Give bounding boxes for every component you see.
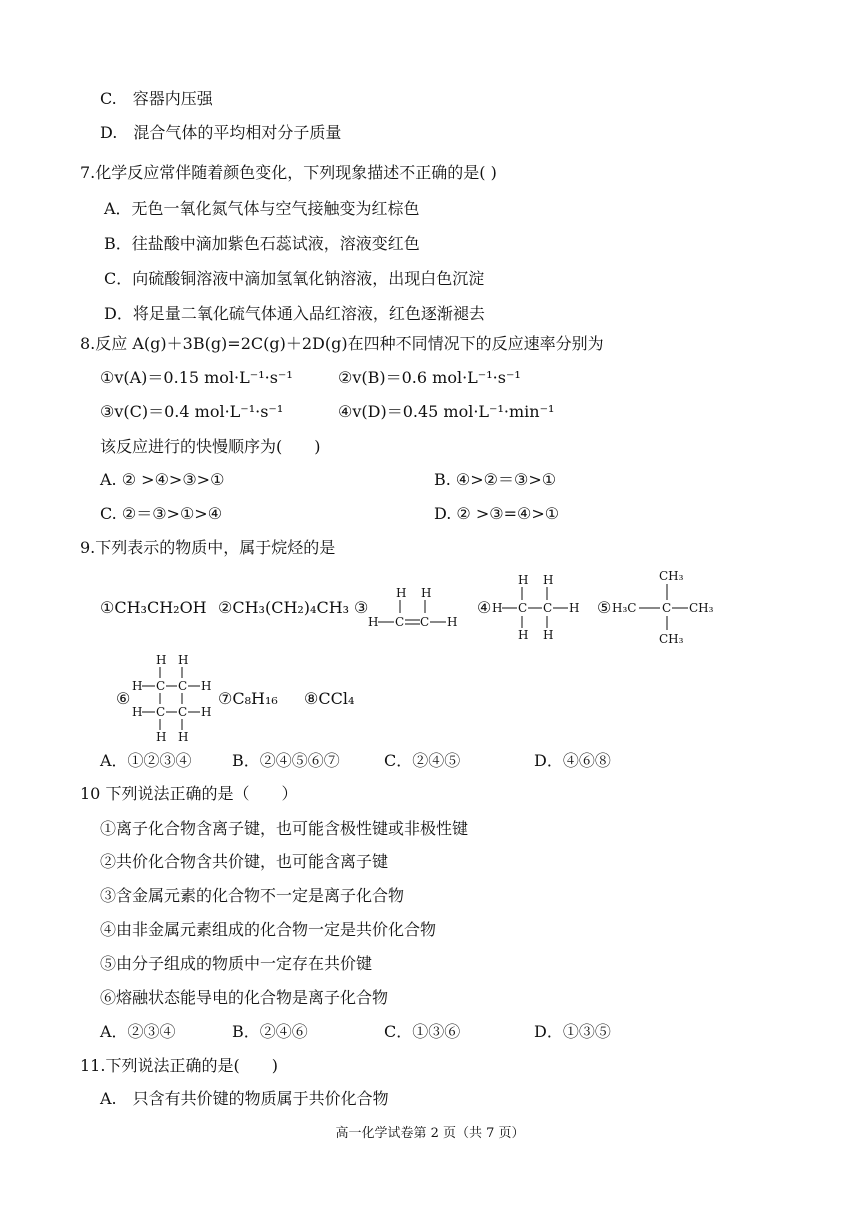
q8-option-d: D. ② >③=④>① xyxy=(434,504,560,523)
q6-option-c: C. 容器内压强 xyxy=(100,89,213,108)
q10-option-d: D．①③⑤ xyxy=(534,1022,611,1041)
q7-option-c: C．向硫酸铜溶液中滴加氢氧化钠溶液，出现白色沉淀 xyxy=(104,269,485,288)
atom-h: H xyxy=(132,705,143,719)
q8-rate-3: ③v(C)＝0.4 mol·L⁻¹·s⁻¹ xyxy=(100,402,284,421)
atom-ch3: CH₃ xyxy=(659,569,684,583)
q8-option-b: B. ④>②＝③>① xyxy=(434,470,557,489)
atom-h: H xyxy=(201,705,212,719)
q9-option-c: C．②④⑤ xyxy=(384,751,461,770)
atom-h: H xyxy=(569,601,580,615)
ethane-structure xyxy=(492,572,582,642)
atom-c: C xyxy=(156,679,166,693)
q6-option-d: D. 混合气体的平均相对分子质量 xyxy=(100,123,342,142)
q10-option-a: A．②③④ xyxy=(100,1022,176,1041)
atom-h: H xyxy=(178,730,189,742)
atom-h: H xyxy=(447,615,458,629)
atom-c: C xyxy=(420,615,430,629)
q8-rate-4: ④v(D)＝0.45 mol·L⁻¹·min⁻¹ xyxy=(338,402,555,421)
q7-option-d: D．将足量二氧化硫气体通入品红溶液，红色逐渐褪去 xyxy=(104,304,485,323)
q9-molecule-4-label: ④ xyxy=(477,598,492,617)
q10-option-c: C．①③⑥ xyxy=(384,1022,461,1041)
q10-statement-1: ①离子化合物含离子键，也可能含极性键或非极性键 xyxy=(100,819,469,838)
q11-stem: 11.下列说法正确的是( ) xyxy=(80,1056,278,1075)
q10-statement-2: ②共价化合物含共价键，也可能含离子键 xyxy=(100,852,389,871)
q7-stem: 7.化学反应常伴随着颜色变化，下列现象描述不正确的是( ) xyxy=(80,163,497,182)
neopentane-structure xyxy=(612,566,724,650)
q8-ask: 该反应进行的快慢顺序为( ) xyxy=(100,437,321,456)
atom-h: H xyxy=(543,628,554,642)
page-footer: 高一化学试卷第 2 页（共 7 页） xyxy=(335,1126,525,1141)
atom-h: H xyxy=(201,679,212,693)
q8-rate-1: ①v(A)＝0.15 mol·L⁻¹·s⁻¹ xyxy=(100,368,293,387)
atom-ch3: CH₃ xyxy=(659,632,684,646)
atom-c: C xyxy=(178,705,188,719)
q10-statement-6: ⑥熔融状态能导电的化合物是离子化合物 xyxy=(100,988,389,1007)
atom-c: C xyxy=(662,601,672,615)
atom-h: H xyxy=(518,628,529,642)
ethylene-structure xyxy=(368,583,462,633)
atom-h: H xyxy=(396,586,407,600)
q8-option-c: C. ②＝③>①>④ xyxy=(100,504,223,523)
q8-option-a: A. ② >④>③>① xyxy=(100,470,225,489)
atom-c: C xyxy=(156,705,166,719)
q9-molecule-5-label: ⑤ xyxy=(597,598,612,617)
structure-6 xyxy=(132,650,216,742)
q8-rate-2: ②v(B)＝0.6 mol·L⁻¹·s⁻¹ xyxy=(338,368,521,387)
q9-molecule-7: ⑦C₈H₁₆ xyxy=(218,689,278,708)
atom-h: H xyxy=(368,615,379,629)
atom-c: C xyxy=(395,615,405,629)
q10-statement-3: ③含金属元素的化合物不一定是离子化合物 xyxy=(100,886,405,905)
q9-molecule-2: ②CH₃(CH₂)₄CH₃ xyxy=(218,598,350,617)
atom-h: H xyxy=(156,730,167,742)
q9-molecule-8: ⑧CCl₄ xyxy=(304,689,355,708)
atom-c: C xyxy=(178,679,188,693)
q9-option-a: A．①②③④ xyxy=(100,751,192,770)
q10-stem: 10 下列说法正确的是（ ） xyxy=(80,784,298,803)
atom-c: C xyxy=(543,601,553,615)
q9-molecule-1: ①CH₃CH₂OH xyxy=(100,598,207,617)
atom-ch3: CH₃ xyxy=(689,601,714,615)
q11-option-a: A. 只含有共价键的物质属于共价化合物 xyxy=(100,1089,389,1108)
q9-molecule-3-label: ③ xyxy=(354,598,369,617)
atom-h: H xyxy=(178,653,189,667)
q9-option-d: D．④⑥⑧ xyxy=(534,751,611,770)
atom-h: H xyxy=(132,679,143,693)
q9-option-b: B．②④⑤⑥⑦ xyxy=(232,751,340,770)
atom-h: H xyxy=(518,573,529,587)
atom-h: H xyxy=(543,573,554,587)
q7-option-a: A．无色一氧化氮气体与空气接触变为红棕色 xyxy=(104,199,420,218)
q10-statement-4: ④由非金属元素组成的化合物一定是共价化合物 xyxy=(100,920,437,939)
q10-option-b: B．②④⑥ xyxy=(232,1022,308,1041)
atom-c: C xyxy=(518,601,528,615)
q9-molecule-6-label: ⑥ xyxy=(116,689,131,708)
atom-h: H xyxy=(156,653,167,667)
q10-statement-5: ⑤由分子组成的物质中一定存在共价键 xyxy=(100,954,373,973)
q7-option-b: B．往盐酸中滴加紫色石蕊试液，溶液变红色 xyxy=(104,234,420,253)
atom-h3c: H₃C xyxy=(612,601,637,615)
atom-h: H xyxy=(421,586,432,600)
q9-stem: 9.下列表示的物质中，属于烷烃的是 xyxy=(80,538,336,557)
atom-h: H xyxy=(492,601,503,615)
q8-stem: 8.反应 A(g)＋3B(g)=2C(g)＋2D(g)在四种不同情况下的反应速率分别为 xyxy=(80,334,604,353)
